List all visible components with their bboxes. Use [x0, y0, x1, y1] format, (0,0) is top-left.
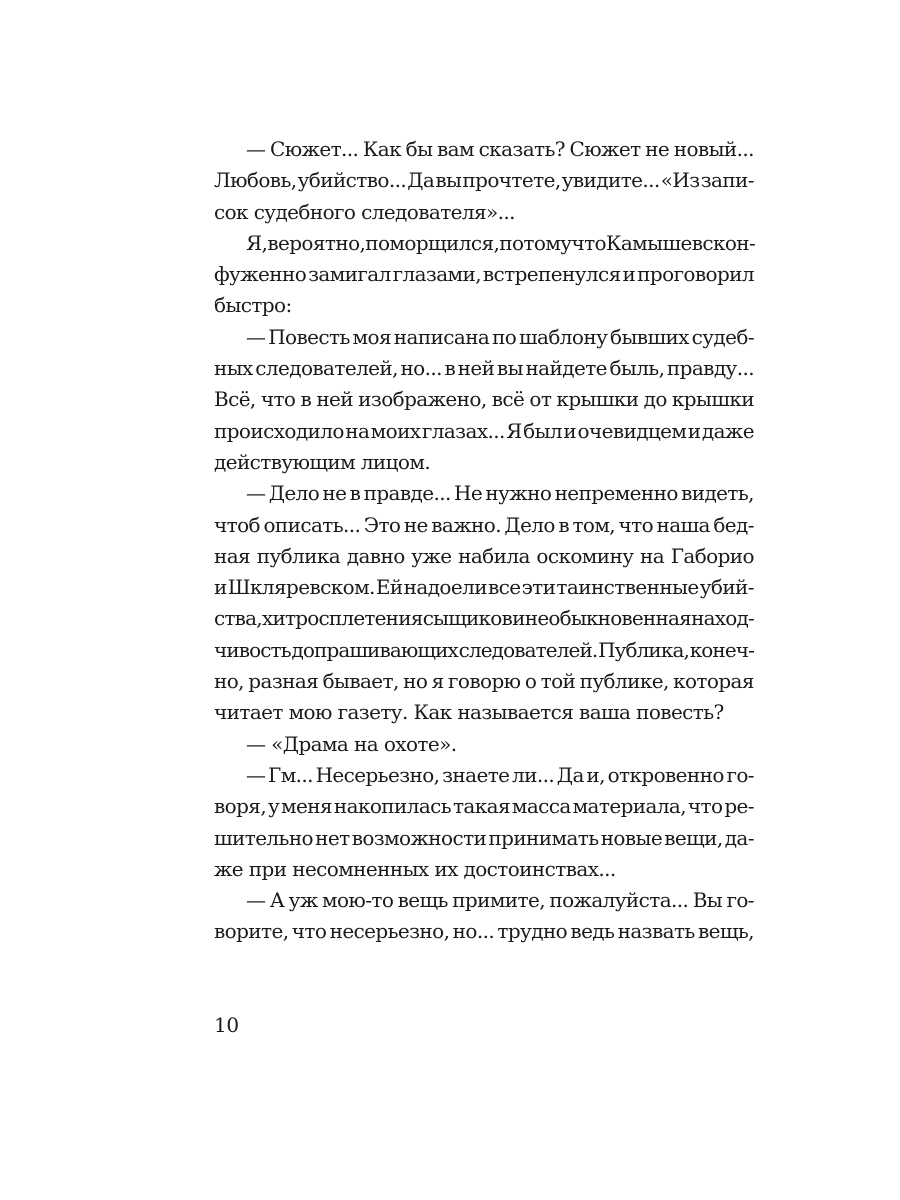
word: А	[269, 888, 285, 913]
word: все	[488, 575, 521, 600]
word: в	[349, 481, 361, 506]
text-line	[214, 165, 754, 196]
text-line	[214, 478, 754, 509]
word: даже	[701, 418, 754, 443]
word: материала,	[572, 794, 687, 819]
word: сказать?	[478, 137, 565, 161]
word: —	[246, 324, 266, 349]
word: я	[431, 669, 444, 694]
word: правду...	[666, 356, 754, 381]
word: Сюжет...	[270, 137, 359, 161]
word: воря,	[214, 794, 267, 819]
word: мою-то	[322, 888, 394, 913]
text-line	[214, 823, 754, 854]
word: скон-	[702, 230, 756, 255]
word: моя	[352, 324, 391, 349]
word: публике,	[579, 669, 669, 694]
word: чтоб	[214, 512, 260, 537]
word: Да	[556, 762, 584, 787]
word: новый...	[673, 137, 754, 161]
word: глазами,	[392, 262, 481, 287]
word: глазах...	[421, 418, 505, 443]
word: го-	[726, 762, 754, 787]
word: важно.	[431, 512, 501, 537]
word: трудно	[497, 919, 568, 944]
word: бывших	[610, 324, 689, 349]
text-line	[214, 760, 754, 791]
word: Это	[363, 512, 401, 537]
word: Шкляревском.	[227, 575, 375, 600]
word: описать...	[263, 512, 361, 537]
word: Несерьезно,	[315, 762, 440, 787]
word: Дело	[268, 481, 320, 506]
text-line: читает мою газету. Как называется ваша повесть?	[214, 700, 724, 725]
word: прочтете,	[462, 168, 561, 193]
word: масса	[511, 794, 571, 819]
word: замигал	[308, 262, 391, 287]
word: ре-	[724, 794, 754, 819]
text-line	[214, 322, 754, 353]
word: знаете	[442, 762, 510, 787]
text-line: действующим лицом.	[214, 449, 431, 474]
word: убийство...	[297, 168, 407, 193]
word: ных	[214, 356, 253, 381]
word: Как	[362, 137, 402, 161]
word: запи-	[700, 168, 754, 193]
word: и,	[586, 762, 605, 787]
body-text	[214, 134, 754, 948]
word: и	[214, 575, 227, 600]
word: фуженно	[214, 262, 307, 287]
word: Я,	[246, 230, 268, 255]
word: изображено,	[358, 387, 487, 412]
page-number: 10	[214, 1013, 239, 1037]
word: ная	[214, 543, 251, 568]
word: нужно	[485, 481, 552, 506]
word: вещь,	[697, 919, 754, 944]
word: Вы	[692, 888, 723, 913]
word: но...	[452, 919, 495, 944]
word: —	[246, 481, 266, 506]
word: поморщился,	[365, 230, 500, 255]
word: и	[687, 418, 701, 443]
word: бед-	[713, 512, 754, 537]
word: оскомину	[536, 543, 634, 568]
word: ведь	[570, 919, 615, 944]
word: надоели	[403, 575, 487, 600]
text-line	[214, 916, 754, 947]
word: вещь	[397, 888, 448, 913]
word: эти	[521, 575, 556, 600]
word: вам	[437, 137, 474, 161]
text-line	[214, 666, 754, 697]
text-line	[214, 510, 754, 541]
text-line	[214, 259, 754, 290]
word: крышки	[671, 387, 754, 412]
text-line	[214, 791, 754, 822]
word: уж	[288, 888, 318, 913]
word: чивость	[214, 637, 291, 662]
text-line	[214, 416, 754, 447]
word: бывает,	[322, 669, 399, 694]
word: такая	[452, 794, 510, 819]
word: накопилась	[333, 794, 452, 819]
word: Любовь,	[214, 168, 297, 193]
text-line	[214, 384, 754, 415]
word: разная	[248, 669, 319, 694]
word: правде...	[363, 481, 451, 506]
word: том,	[572, 512, 616, 537]
word: ворите,	[214, 919, 289, 944]
word: очевидцем	[577, 418, 687, 443]
word: моих	[370, 418, 421, 443]
word: меня	[281, 794, 332, 819]
word: непременно	[554, 481, 678, 506]
word: что	[571, 230, 606, 255]
word: вероятно,	[267, 230, 366, 255]
word: таинственные	[556, 575, 699, 600]
word: Сюжет	[569, 137, 641, 161]
text-line: быстро:	[214, 293, 292, 318]
word: в	[300, 387, 312, 412]
word: новые	[600, 825, 663, 850]
word: и	[563, 418, 577, 443]
word: которая	[673, 669, 754, 694]
word: судеб-	[691, 324, 754, 349]
word: что	[618, 512, 654, 537]
word: на	[640, 543, 665, 568]
text-line	[214, 353, 754, 384]
word: потому	[499, 230, 572, 255]
word: встрепенулся	[482, 262, 621, 287]
word: хитросплетения	[261, 606, 423, 631]
word: —	[246, 762, 266, 787]
word: примите,	[452, 888, 545, 913]
word: до	[643, 387, 667, 412]
word: Я	[506, 418, 522, 443]
word: той	[540, 669, 576, 694]
word: набила	[458, 543, 530, 568]
text-line	[214, 134, 754, 165]
word: по	[492, 324, 517, 349]
word: наход-	[691, 606, 754, 631]
word: вы	[496, 356, 523, 381]
word: о	[524, 669, 537, 694]
word: ней	[457, 356, 495, 381]
word: не	[322, 481, 347, 506]
word: вещи,	[664, 825, 723, 850]
word: Гм...	[268, 762, 313, 787]
word: говорю	[448, 669, 521, 694]
word: Габорио	[670, 543, 754, 568]
word: наша	[656, 512, 710, 537]
word: бы	[405, 137, 433, 161]
word: допрашивающих	[291, 637, 458, 662]
word: следователей,	[255, 356, 398, 381]
word: ли...	[512, 762, 555, 787]
word: давно	[346, 543, 405, 568]
word: пожалуйста...	[549, 888, 689, 913]
word: конеч-	[689, 637, 754, 662]
text-line	[214, 603, 754, 634]
word: шаблону	[519, 324, 608, 349]
text-line	[214, 635, 754, 666]
word: ней	[316, 387, 354, 412]
word: найдете	[525, 356, 607, 381]
word: но...	[400, 356, 442, 381]
word: Да	[407, 168, 435, 193]
word: но,	[214, 669, 244, 694]
word: необыкновенная	[524, 606, 691, 631]
word: —	[246, 888, 266, 913]
word: «Из	[660, 168, 700, 193]
word: увидите...	[561, 168, 660, 193]
text-line	[214, 228, 754, 259]
word: у	[267, 794, 280, 819]
word: написана	[393, 324, 490, 349]
word: на	[345, 418, 370, 443]
word: Всё,	[214, 387, 256, 412]
word: вы	[435, 168, 462, 193]
word: Публика,	[598, 637, 689, 662]
word: откровенно	[607, 762, 724, 787]
text-line	[214, 572, 754, 603]
word: Ей	[375, 575, 403, 600]
word: следователей.	[458, 637, 598, 662]
word: несерьезно,	[329, 919, 450, 944]
word: возможности	[351, 825, 487, 850]
word: был	[523, 418, 562, 443]
word: и	[622, 262, 636, 287]
word: но	[403, 669, 428, 694]
word: сыщиков	[422, 606, 512, 631]
word: Дело	[504, 512, 555, 537]
word: всё	[491, 387, 525, 412]
word: —	[246, 137, 266, 161]
word: ства,	[214, 606, 262, 631]
word: да-	[724, 825, 754, 850]
word: уже	[411, 543, 452, 568]
word: не	[403, 512, 428, 537]
word: в	[444, 356, 456, 381]
word: происходило	[214, 418, 344, 443]
word: в	[558, 512, 569, 537]
text-line	[214, 885, 754, 916]
word: что	[687, 794, 723, 819]
word: крышки	[556, 387, 639, 412]
word: и	[512, 606, 525, 631]
text-line: — «Драма на охоте».	[246, 731, 457, 756]
word: нет	[315, 825, 350, 850]
word: Не	[454, 481, 483, 506]
word: не	[645, 137, 670, 161]
word: что	[260, 387, 296, 412]
word: быль,	[609, 356, 665, 381]
word: публика	[256, 543, 341, 568]
text-line	[214, 541, 754, 572]
word: Повесть	[268, 324, 350, 349]
word: назвать	[617, 919, 695, 944]
word: проговорил	[637, 262, 754, 287]
word: принимать	[488, 825, 599, 850]
word: видеть,	[681, 481, 754, 506]
word: убий-	[699, 575, 754, 600]
word: шительно	[214, 825, 313, 850]
word: Камышев	[605, 230, 703, 255]
text-line: же при несомненных их достоинствах...	[214, 856, 616, 881]
word: от	[529, 387, 552, 412]
word: го-	[726, 888, 754, 913]
text-line: сок судебного следователя»...	[214, 199, 515, 224]
word: что	[291, 919, 327, 944]
